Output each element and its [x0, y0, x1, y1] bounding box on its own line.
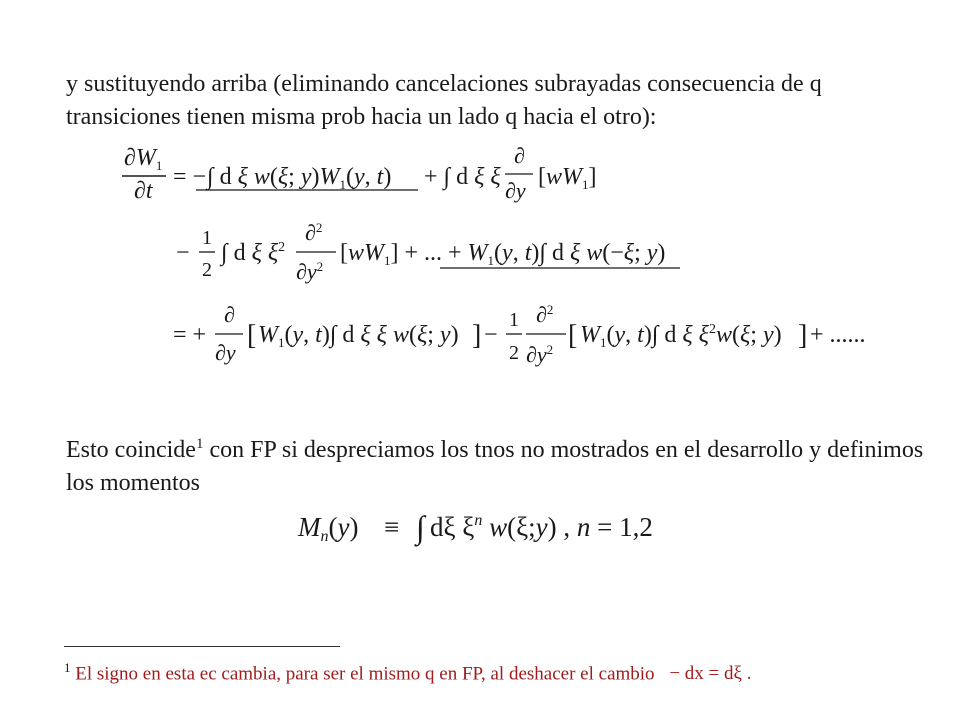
svg-text:W1(y, t)∫ d ξ ξ2w(ξ; y): $W_1(y$, t)∫ d ξ $\xi^2w(\xi$; y): [580, 322, 782, 350]
svg-text:−: −: [176, 240, 190, 266]
svg-text:[: [: [247, 320, 257, 351]
svg-text:≡: ≡: [384, 512, 400, 542]
svg-text:+ W1(y, t)∫ d ξ w(−ξ; y): + $W_1(y$, t)∫ d ξ w(−ξ; y): [448, 240, 666, 268]
svg-text:2: 2: [509, 342, 519, 364]
svg-text:= +: = +: [173, 322, 207, 348]
svg-text:∂: ∂: [514, 143, 525, 168]
svg-text:1: 1: [202, 227, 212, 249]
svg-text:= −: = −: [173, 164, 207, 190]
footnote-mark: 1: [64, 660, 71, 675]
svg-text:]: ]: [798, 320, 808, 351]
svg-text:1: 1: [509, 309, 519, 331]
paragraph2-text-b: con FP si despreciamos los tnos no mostrados en el desarrollo y definimos los momentos: [66, 437, 924, 496]
svg-text:2: 2: [202, 259, 212, 281]
svg-text:∂: ∂: [224, 302, 235, 327]
svg-text:∫ d ξ ξ2: ∫ d ξ $\xi^2$: [221, 240, 286, 266]
svg-text:∂W1: $\partial W_1$: [124, 145, 163, 173]
svg-text:∂y2: $\partial y^2$: [296, 259, 324, 284]
svg-text:∂y: ∂y: [505, 178, 526, 203]
footnote-math: − dx = dξ .: [669, 663, 752, 685]
svg-text:[wW1] + ...: $[wW_1]$ + ...: [340, 240, 443, 268]
svg-text:+ ∫ d ξ ξ: + ∫ d ξ ξ: [424, 164, 501, 190]
svg-text:−: −: [484, 322, 498, 348]
intro-paragraph: y sustituyendo arriba (eliminando cancelaciones subrayadas consecuencia de q transiciones tienen misma prob hacia un lado q hacia el otro):: [66, 71, 822, 130]
equation-line-3: [173, 302, 866, 367]
svg-text:]: ]: [472, 320, 482, 351]
moments-paragraph: [66, 428, 926, 500]
svg-text:∂t: ∂t: [134, 178, 153, 204]
equation-line-1: [122, 143, 597, 204]
svg-text:W1(y, t)∫ d ξ ξ w(ξ; y): $W_1(y$, t)∫ d ξ ξ w(ξ; y): [258, 322, 459, 350]
svg-text:∫: ∫: [416, 509, 425, 545]
svg-text:Mn(y): Mn(y): [298, 512, 359, 545]
footnote: [64, 660, 924, 685]
equation-line-2: [176, 220, 680, 284]
footnote-text: El signo en esta ec cambia, para ser el mismo q en FP, al deshacer el cambio: [75, 663, 655, 685]
svg-text:∂2: ∂$^2$: [536, 302, 554, 327]
svg-text:dξ ξn w(ξ;y) , n = 1,2: dξ $\xi^n$ w(ξ;y) , n = 1,2: [430, 512, 653, 542]
svg-text:∂y2: $\partial y^2$: [526, 342, 554, 367]
svg-text:∂2: ∂$^2$: [305, 220, 323, 245]
svg-text:+ ......: + ......: [810, 322, 866, 348]
svg-text:[wW1]: $[wW_1]$: [538, 164, 597, 192]
footnote-reference[interactable]: 1: [195, 436, 204, 452]
svg-text:∫ d ξ w(ξ; y)W1(y, t): ∫ d ξ w(ξ; $y)W_1(y$, t): [207, 164, 392, 192]
moments-equation: [297, 509, 653, 547]
svg-text:∂y: ∂y: [215, 340, 236, 365]
paragraph2-text-a: Esto coincide: [66, 437, 196, 463]
footnote-divider: [64, 646, 340, 647]
svg-text:[: [: [568, 320, 578, 351]
